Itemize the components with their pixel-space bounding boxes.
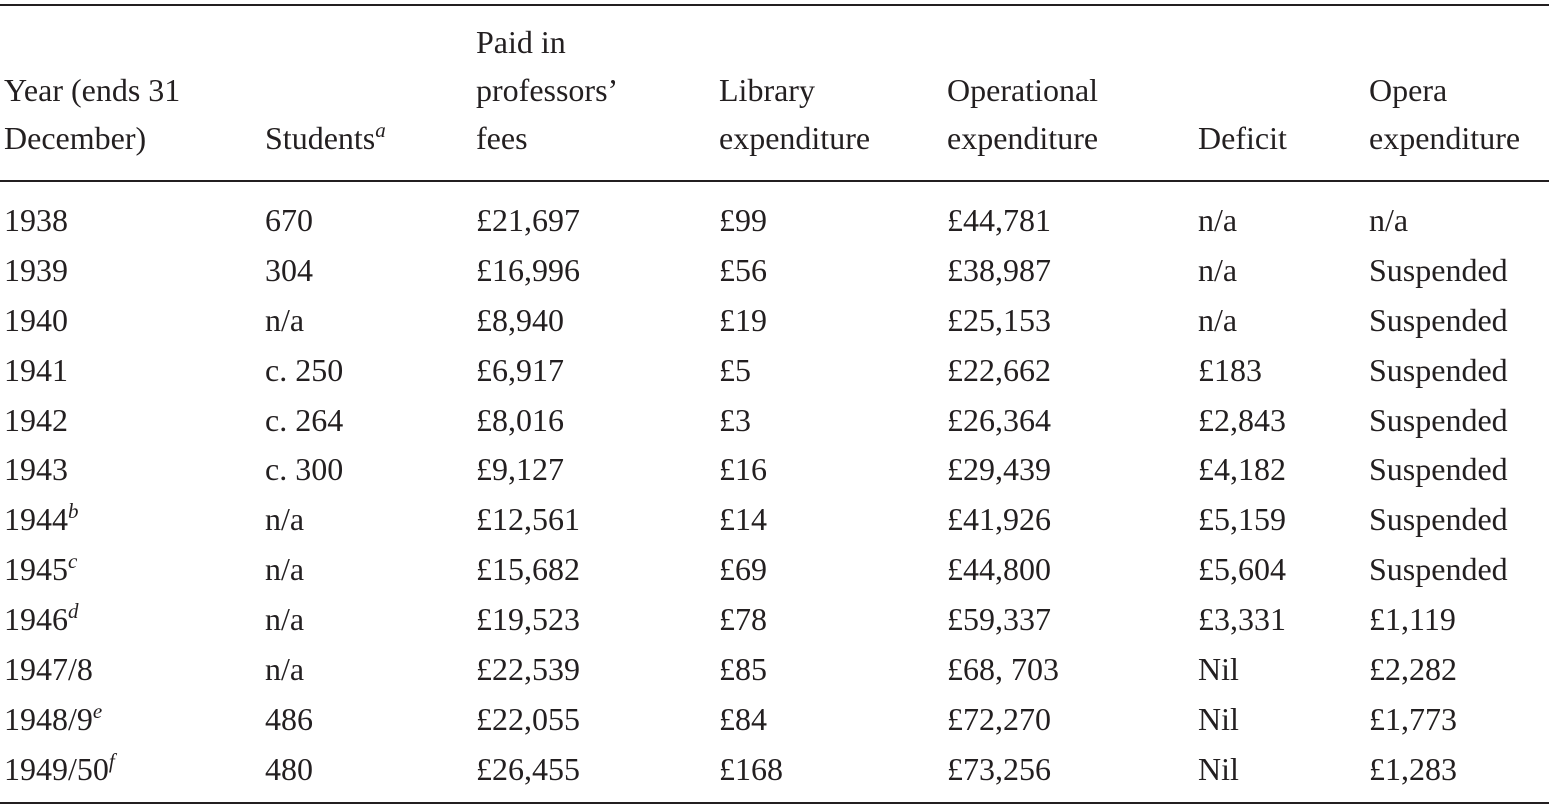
cell-opera-expenditure: Suspended [1369,301,1508,338]
cell-opera-expenditure: Suspended [1369,551,1508,588]
cell-year: 1949/50$^f$ [4,748,115,787]
cell-operational-expenditure: £68, 703 [947,651,1059,688]
cell-opera-expenditure: £1,773 [1369,700,1457,737]
table-row [0,246,1549,296]
cell-deficit: Nil [1198,700,1239,737]
footnote-marker: d [68,599,79,624]
cell-year: 1947/8 [4,651,93,688]
cell-operational-expenditure: £44,781 [947,202,1051,238]
cell-opera-expenditure: £1,283 [1369,750,1457,787]
cell-professors-fees: £6,917 [476,351,564,388]
cell-students: n/a [265,551,305,588]
cell-library-expenditure: £56 [719,251,767,288]
cell-library-expenditure: £168 [719,750,783,787]
cell-year: 1941 [4,351,68,388]
cell-year: 1938 [4,202,68,238]
cell-deficit: n/a [1198,301,1238,338]
cell-library-expenditure: £69 [719,551,767,588]
header-operational-expenditure: Operational expenditure [947,72,1099,156]
cell-professors-fees: £21,697 [476,202,580,238]
cell-deficit: £2,843 [1198,401,1286,438]
cell-professors-fees: £22,055 [476,700,580,737]
table-row [0,545,1549,595]
footnote-marker: e [92,698,103,723]
cell-library-expenditure: £19 [719,301,767,338]
cell-professors-fees: £16,996 [476,251,580,288]
cell-year: 1940 [4,301,68,338]
cell-deficit: £4,182 [1198,451,1286,488]
table-row [0,645,1549,695]
cell-students: c. 250 [265,351,344,388]
cell-year: 1942 [4,401,68,438]
cell-year: 1944$^b$ [4,499,79,538]
header-professors-fees: Paid in professors’ fees [476,24,619,156]
cell-opera-expenditure: £1,119 [1369,601,1456,638]
cell-operational-expenditure: £25,153 [947,301,1051,338]
cell-deficit: Nil [1198,750,1239,787]
cell-operational-expenditure: £22,662 [947,351,1051,388]
table-row [0,445,1549,495]
footnote-marker: f [108,748,115,773]
cell-opera-expenditure: Suspended [1369,451,1508,488]
cell-year: 1946$^d$ [4,599,79,638]
table-header-rule [0,180,1549,182]
cell-professors-fees: £12,561 [476,501,580,538]
cell-year: 1948/9e [4,698,103,737]
cell-opera-expenditure: Suspended [1369,501,1508,538]
table-row [0,745,1549,795]
cell-professors-fees: £8,940 [476,301,564,338]
cell-opera-expenditure: Suspended [1369,401,1508,438]
header-students: Students$^a$ [265,118,386,156]
cell-library-expenditure: £99 [719,202,767,238]
cell-professors-fees: £26,455 [476,750,580,787]
cell-opera-expenditure: n/a [1369,202,1409,238]
table-header-row [0,4,1549,180]
cell-opera-expenditure: Suspended [1369,351,1508,388]
cell-students: c. 300 [265,451,344,488]
cell-professors-fees: £9,127 [476,451,564,488]
footnote-marker: b [68,499,79,524]
table-row [0,346,1549,396]
cell-operational-expenditure: £73,256 [947,750,1051,787]
cell-students: n/a [265,501,305,538]
cell-professors-fees: £15,682 [476,551,580,588]
cell-students: n/a [265,651,305,688]
cell-deficit: n/a [1198,251,1238,288]
cell-deficit: n/a [1198,202,1238,238]
cell-deficit: £3,331 [1198,601,1286,638]
cell-professors-fees: £8,016 [476,401,564,438]
cell-operational-expenditure: £29,439 [947,451,1051,488]
cell-students: c. 264 [265,401,344,438]
cell-operational-expenditure: £44,800 [947,551,1051,588]
cell-deficit: £5,604 [1198,551,1286,588]
cell-operational-expenditure: £59,337 [947,601,1051,638]
cell-students: 486 [265,700,313,737]
table-row [0,196,1549,246]
table-body [0,196,1549,795]
cell-students: 304 [265,251,313,288]
cell-operational-expenditure: £41,926 [947,501,1051,538]
cell-library-expenditure: £3 [719,401,751,438]
cell-deficit: Nil [1198,651,1239,688]
cell-library-expenditure: £5 [719,351,751,388]
footnote-marker: c [68,549,78,574]
cell-students: 670 [265,202,313,238]
table-row [0,495,1549,545]
cell-students: n/a [265,601,305,638]
cell-operational-expenditure: £26,364 [947,401,1051,438]
cell-students: n/a [265,301,305,338]
header-opera-expenditure: Opera expenditure [1369,72,1521,156]
header-deficit: Deficit [1198,120,1287,156]
cell-library-expenditure: £84 [719,700,767,737]
cell-operational-expenditure: £72,270 [947,700,1051,737]
cell-library-expenditure: £78 [719,601,767,638]
header-library-expenditure: Library expenditure [719,72,871,156]
cell-students: 480 [265,750,313,787]
cell-professors-fees: £19,523 [476,601,580,638]
cell-professors-fees: £22,539 [476,651,580,688]
table-row [0,396,1549,446]
cell-library-expenditure: £14 [719,501,767,538]
cell-deficit: £5,159 [1198,501,1286,538]
footnote-marker: a [375,118,386,142]
cell-library-expenditure: £85 [719,651,767,688]
cell-year: 1945$^c$ [4,549,78,588]
cell-library-expenditure: £16 [719,451,767,488]
cell-year: 1939 [4,251,68,288]
cell-deficit: £183 [1198,351,1262,388]
table-bottom-rule [0,802,1549,804]
table-row [0,296,1549,346]
table-row [0,595,1549,645]
cell-year: 1943 [4,451,68,488]
cell-opera-expenditure: Suspended [1369,251,1508,288]
header-year: Year (ends 31 December) [4,72,181,156]
cell-opera-expenditure: £2,282 [1369,651,1457,688]
table-row [0,695,1549,745]
cell-operational-expenditure: £38,987 [947,251,1051,288]
